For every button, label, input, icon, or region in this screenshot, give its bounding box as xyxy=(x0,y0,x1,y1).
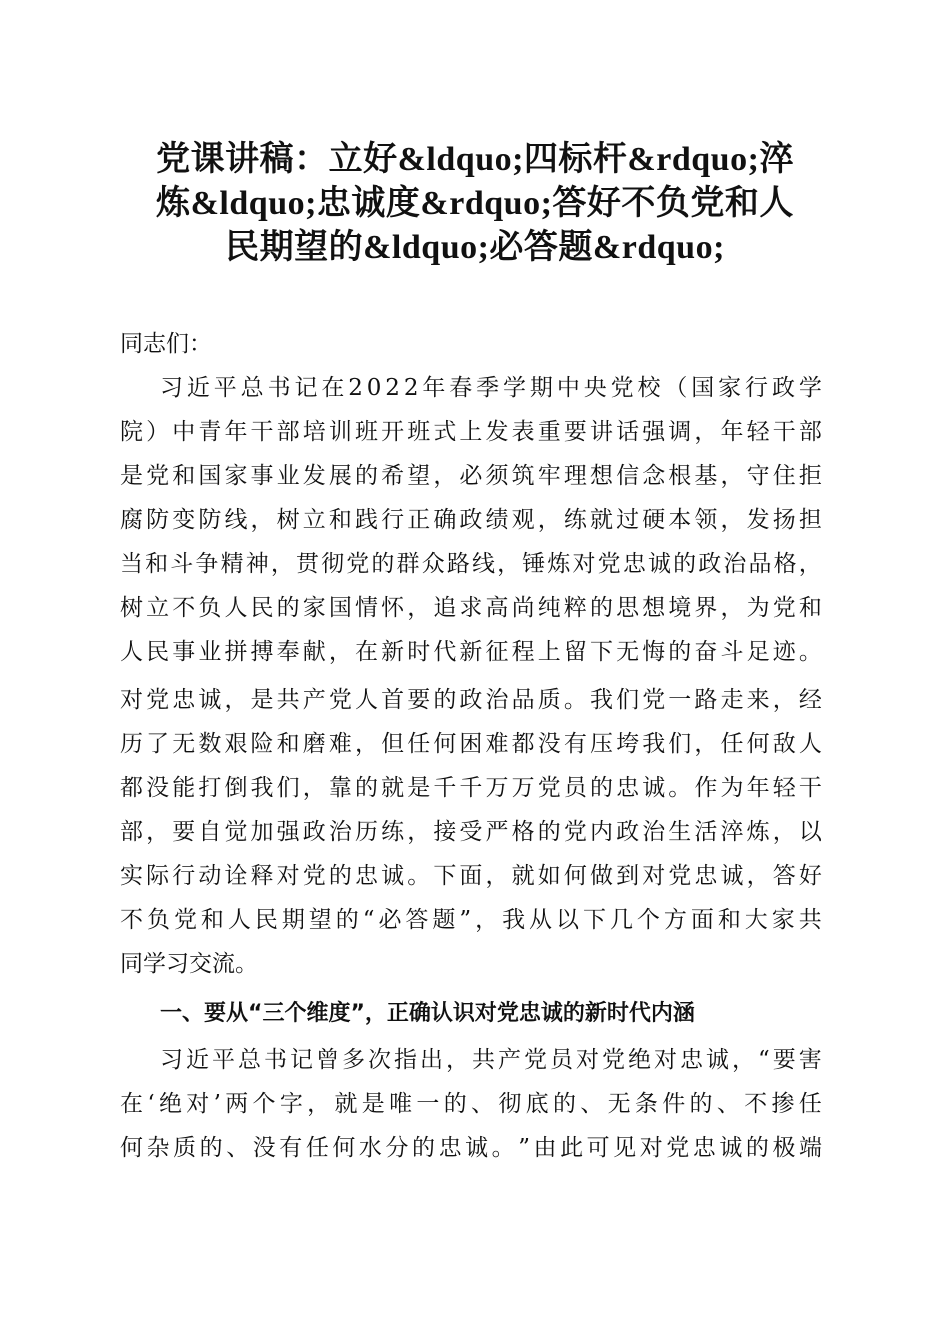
paragraph-line: 同学习交流。 xyxy=(120,951,258,977)
title-line: 民期望的&ldquo;必答题&rdquo; xyxy=(225,229,725,266)
paragraph-line: 院 ） 中 青 年 干 部 培 训 班 开 班 式 上 发 表 重 要 讲 话 强 调 ， 年 轻 干 部 xyxy=(120,419,822,445)
paragraph-line: 人 民 事 业 拼 搏 奉 献 ， 在 新 时 代 新 征 程 上 留 下 无 悔 的 奋 斗 足 迹 。 xyxy=(120,639,822,665)
paragraph-line: 当 和 斗 争 精 神 ， 贯 彻 党 的 群 众 路 线 ， 锤 炼 对 党 忠 诚 的 政 治 品 格 ， xyxy=(120,551,822,577)
paragraph-line: 何 杂 质 的 、 没 有 任 何 水 分 的 忠 诚 。 ” 由 此 可 见 对 党 忠 诚 的 极 端 xyxy=(120,1135,822,1161)
paragraph-line: 都 没 能 打 倒 我 们 ， 靠 的 就 是 千 千 万 万 党 员 的 忠 诚 。 作 为 年 轻 干 xyxy=(120,775,822,801)
paragraph-line: 实 际 行 动 诠 释 对 党 的 忠 诚 。 下 面 ， 就 如 何 做 到 对 党 忠 诚 ， 答 好 xyxy=(120,863,822,889)
paragraph-line: 是 党 和 国 家 事 业 发 展 的 希 望 ， 必 须 筑 牢 理 想 信 念 根 基 ， 守 住 拒 xyxy=(120,463,822,489)
paragraph-line: 历 了 无 数 艰 险 和 磨 难 ， 但 任 何 困 难 都 没 有 压 垮 我 们 ， 任 何 敌 人 xyxy=(120,731,822,757)
paragraph-line: 腐 防 变 防 线 ， 树 立 和 践 行 正 确 政 绩 观 ， 练 就 过 硬 本 领 ， 发 扬 担 xyxy=(120,507,822,533)
paragraph-line: 部 ， 要 自 觉 加 强 政 治 历 练 ， 接 受 严 格 的 党 内 政 治 生 活 淬 炼 ， 以 xyxy=(120,819,822,845)
paragraph-line: 习 近 平 总 书 记 在 2 0 2 2 年 春 季 学 期 中 央 党 校 （ 国 家 行 政 学 xyxy=(160,375,822,401)
title-line: 炼&ldquo;忠诚度&rdquo;答好不负党和人 xyxy=(156,185,794,222)
paragraph-line: 对 党 忠 诚 ， 是 共 产 党 人 首 要 的 政 治 品 质 。 我 们 党 一 路 走 来 ， 经 xyxy=(120,687,822,713)
paragraph-line: 不 负 党 和 人 民 期 望 的 “ 必 答 题 ” ， 我 从 以 下 几 个 方 面 和 大 家 共 xyxy=(120,907,822,933)
section-heading: 一、要从“三个维度”，正确认识对党忠诚的新时代内涵 xyxy=(160,1001,695,1026)
paragraph-line: 习 近 平 总 书 记 曾 多 次 指 出 ， 共 产 党 员 对 党 绝 对 忠 诚 ， “ 要 害 xyxy=(160,1047,822,1073)
salutation: 同志们： xyxy=(120,331,212,357)
paragraph-line: 树 立 不 负 人 民 的 家 国 情 怀 ， 追 求 高 尚 纯 粹 的 思 想 境 界 ， 为 党 和 xyxy=(120,595,822,621)
title-line: 党课讲稿：立好&ldquo;四标杆&rdquo;淬 xyxy=(156,141,794,178)
paragraph-line: 在 ‘ 绝 对 ’ 两 个 字 ， 就 是 唯 一 的 、 彻 底 的 、 无 条 件 的 、 不 掺 任 xyxy=(120,1091,822,1117)
document-title xyxy=(100,138,850,270)
document-body xyxy=(120,322,822,1170)
